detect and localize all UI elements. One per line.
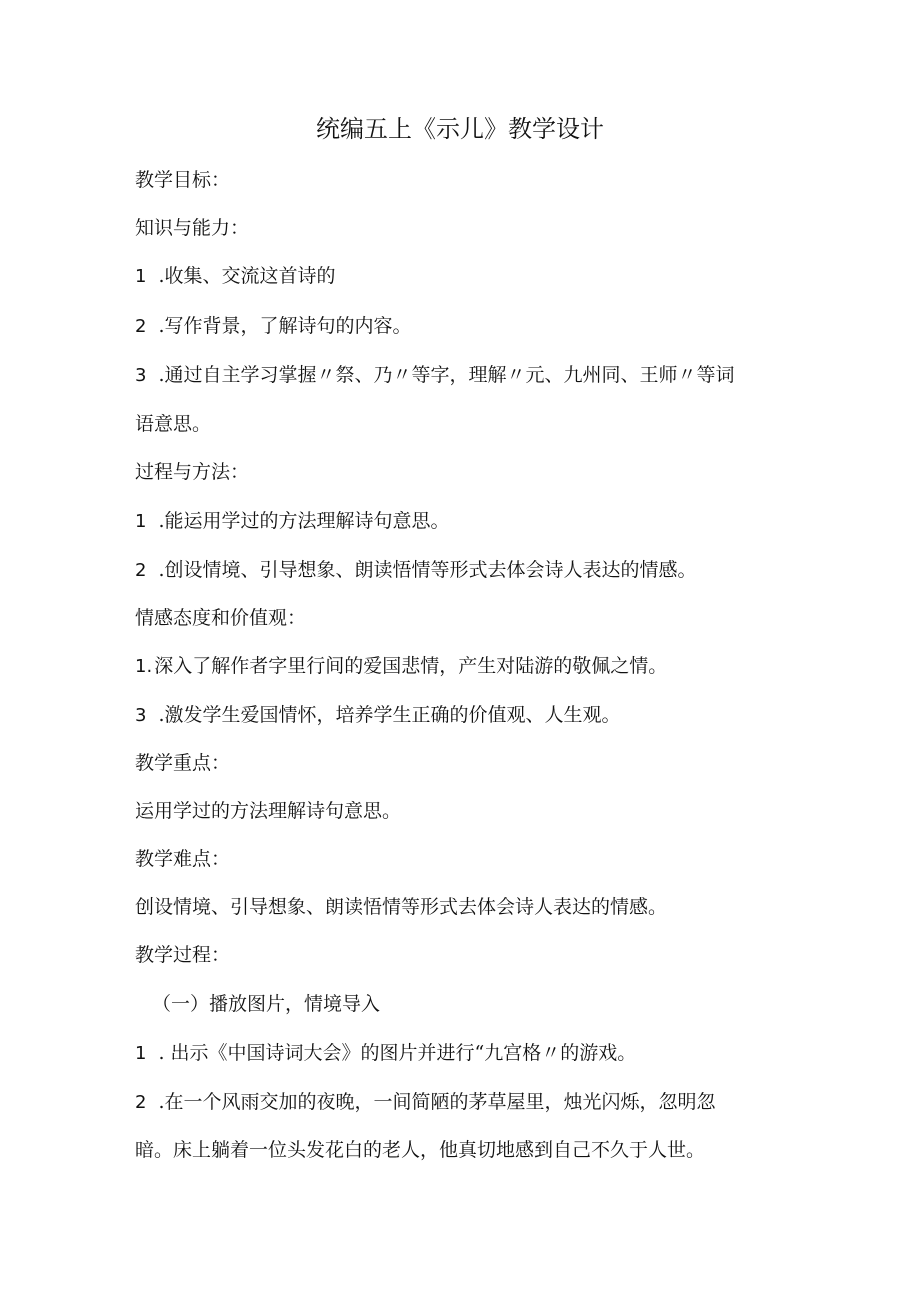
procedure-heading: 教学过程：: [135, 944, 231, 966]
item-text: .通过自主学习掌握〃祭、乃〃等字，理解〃元、九州同、王师〃等词: [158, 364, 735, 386]
item-number: 1: [135, 1043, 147, 1064]
item-text: . 出示《中国诗词大会》的图片并进行“九宫格〃的游戏。: [158, 1042, 637, 1064]
item-text: .创设情境、引导想象、朗读悟情等形式去体会诗人表达的情感。: [158, 559, 697, 581]
difficulty-text: 创设情境、引导想象、朗读悟情等形式去体会诗人表达的情感。: [135, 896, 668, 918]
item-text: .写作背景，了解诗句的内容。: [158, 315, 412, 337]
emotion-item: [135, 701, 795, 730]
item-number: 2: [135, 1092, 147, 1113]
difficulty-heading: 教学难点：: [135, 848, 231, 870]
procedure-item: [135, 1039, 795, 1068]
key-text: 运用学过的方法理解诗句意思。: [135, 800, 402, 822]
item-number: 2: [135, 560, 147, 581]
procedure-item: [135, 1088, 795, 1117]
item-text: .激发学生爱国情怀，培养学生正确的价值观、人生观。: [158, 704, 621, 726]
key-heading: 教学重点：: [135, 752, 231, 774]
knowledge-item: [135, 361, 795, 390]
emotion-item: [135, 652, 795, 681]
knowledge-item: [135, 262, 795, 291]
item-number: 1.: [135, 656, 153, 677]
process-item: [135, 556, 795, 585]
document-title: 统编五上《示儿》教学设计: [316, 115, 604, 143]
procedure-item-continuation: 暗。床上躺着一位头发花白的老人，他真切地感到自己不久于人世。: [135, 1139, 706, 1161]
item-text: .收集、交流这首诗的: [158, 265, 336, 287]
item-number: 2: [135, 316, 147, 337]
process-item: [135, 507, 795, 536]
item-text: .在一个风雨交加的夜晚，一间简陋的茅草屋里，烛光闪烁，忽明忽: [158, 1091, 716, 1113]
emotion-heading: 情感态度和价值观：: [135, 607, 307, 629]
item-number: 1: [135, 266, 147, 287]
goals-heading: 教学目标：: [135, 169, 231, 191]
item-text: 深入了解作者字里行间的爱国悲情，产生对陆游的敬佩之情。: [154, 655, 668, 677]
item-number: 1: [135, 511, 147, 532]
step-one-heading: （一）播放图片，情境导入: [152, 993, 381, 1015]
item-text: .能运用学过的方法理解诗句意思。: [158, 510, 450, 532]
knowledge-heading: 知识与能力：: [135, 217, 250, 239]
item-number: 3: [135, 365, 147, 386]
process-heading: 过程与方法：: [135, 461, 250, 483]
knowledge-item-continuation: 语意思。: [135, 413, 212, 435]
knowledge-item: [135, 312, 795, 341]
item-number: 3: [135, 705, 147, 726]
